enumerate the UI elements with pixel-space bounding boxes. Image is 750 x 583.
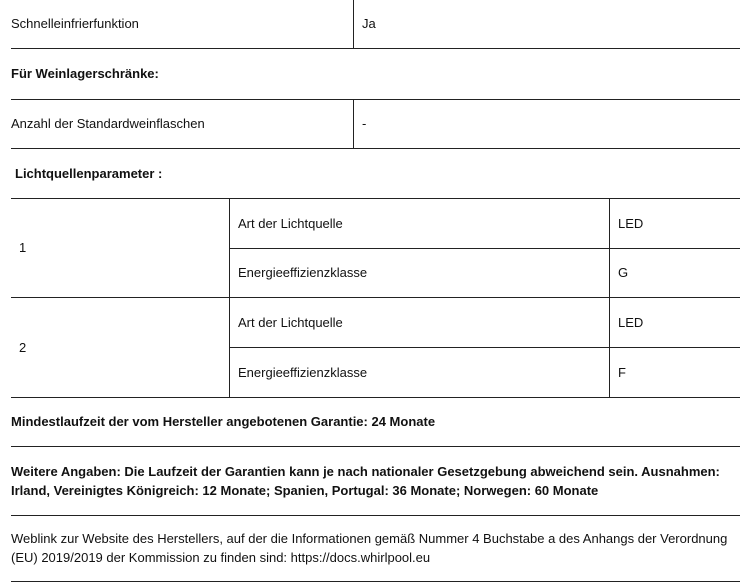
cell-divider bbox=[353, 99, 354, 148]
light-source-id: 2 bbox=[19, 340, 27, 355]
row-divider bbox=[11, 397, 740, 398]
further-info-text: Weitere Angaben: Die Laufzeit der Garantien kann je nach nationaler Gesetzgebung abweichend sein. Ausnahmen: Irland, Vereinigtes Königreich: 12 Monate; Spanien, Portugal: 36 Monate; Norwegen: 60 Monate bbox=[11, 464, 720, 498]
energy-class-label: Energieeffizienzklasse bbox=[238, 265, 368, 280]
row-divider bbox=[11, 99, 740, 100]
row-divider bbox=[229, 248, 740, 249]
row-divider bbox=[11, 297, 740, 298]
light-type-label: Art der Lichtquelle bbox=[238, 315, 343, 330]
warranty-text: Mindestlaufzeit der vom Hersteller angebotenen Garantie: 24 Monate bbox=[11, 414, 436, 429]
row-divider bbox=[11, 198, 740, 199]
wine-bottles-label: Anzahl der Standardweinflaschen bbox=[11, 116, 205, 131]
wine-bottles-value: - bbox=[362, 116, 367, 131]
quick-freeze-value: Ja bbox=[362, 16, 376, 31]
row-divider bbox=[11, 48, 740, 49]
light-source-id: 1 bbox=[19, 240, 27, 255]
cell-divider bbox=[353, 0, 354, 48]
row-divider bbox=[11, 515, 740, 516]
row-divider bbox=[11, 581, 740, 582]
energy-class-value: F bbox=[618, 365, 626, 380]
wine-section-heading: Für Weinlagerschränke: bbox=[11, 66, 159, 81]
weblink-text: Weblink zur Website des Herstellers, auf der die Informationen gemäß Nummer 4 Buchstabe a des Anhangs der Verordnung (EU) 2019/2019 der Kommission zu finden sind: https://docs.whirlpool.eu bbox=[11, 531, 728, 565]
light-type-label: Art der Lichtquelle bbox=[238, 216, 343, 231]
energy-class-value: G bbox=[618, 265, 629, 280]
row-divider bbox=[229, 347, 740, 348]
row-divider bbox=[11, 446, 740, 447]
light-type-value: LED bbox=[618, 315, 644, 330]
quick-freeze-label: Schnelleinfrierfunktion bbox=[11, 16, 139, 31]
energy-class-label: Energieeffizienzklasse bbox=[238, 365, 368, 380]
light-heading: Lichtquellenparameter : bbox=[15, 166, 163, 181]
row-divider bbox=[11, 148, 740, 149]
light-type-value: LED bbox=[618, 216, 644, 231]
